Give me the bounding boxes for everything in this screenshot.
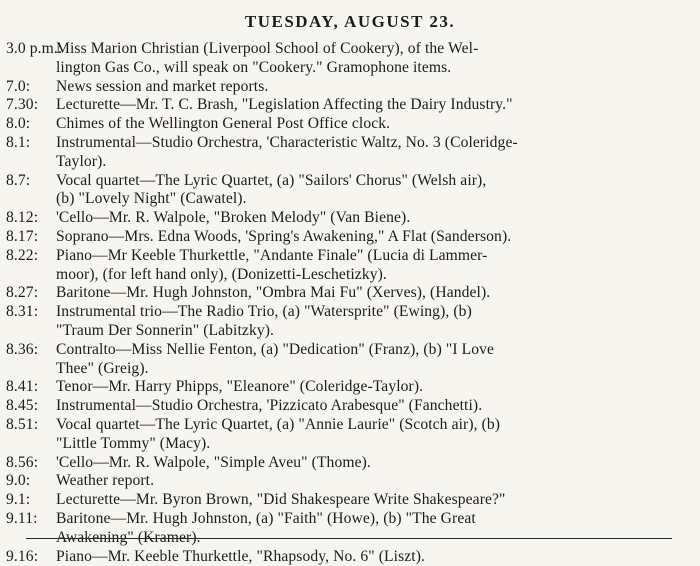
programme-entry: [0, 472, 700, 491]
programme-entry: [0, 303, 700, 341]
entry-time: 8.45:: [6, 397, 39, 415]
entry-description-line: Instrumental—Studio Orchestra, 'Characteristic Waltz, No. 3 (Coleridge-: [56, 133, 518, 151]
entry-time: 7.0:: [6, 77, 31, 95]
entry-time: 8.41:: [6, 378, 39, 396]
entry-description-line: Miss Marion Christian (Liverpool School of Cookery), of the Wel-: [56, 40, 479, 57]
programme-entry: [0, 228, 700, 247]
programme-entry: [0, 510, 700, 548]
programme-entry: [0, 548, 700, 566]
entry-description-line: Piano—Mr. Keeble Thurkettle, "Rhapsody, No. 6" (Liszt).: [56, 547, 426, 565]
entry-time: 8.1:: [6, 133, 31, 151]
entry-description-line: lington Gas Co., will speak on "Cookery." Gramophone items.: [56, 58, 452, 76]
entry-description-line: "Traum Der Sonnerin" (Labitzky).: [56, 321, 275, 339]
programme-entry: [0, 209, 700, 228]
programme-entry: [0, 40, 700, 78]
programme-entry: [0, 397, 700, 416]
entry-description-line: Baritone—Mr. Hugh Johnston, "Ombra Mai Fu" (Xerves), (Handel).: [56, 284, 491, 302]
entry-time: 8.17:: [6, 227, 39, 245]
entry-description-line: 'Cello—Mr. R. Walpole, "Broken Melody" (Van Biene).: [56, 209, 411, 227]
entry-description-line: (b) "Lovely Night" (Cawatel).: [56, 190, 247, 208]
entry-description-line: "Little Tommy" (Macy).: [56, 434, 211, 452]
programme-entry: [0, 491, 700, 510]
entry-description-line: Taylor).: [56, 152, 107, 170]
entry-description-line: Vocal quartet—The Lyric Quartet, (a) "Sailors' Chorus" (Welsh air),: [56, 171, 487, 189]
programme-entry: [0, 416, 700, 454]
entry-description-line: Vocal quartet—The Lyric Quartet, (a) "Annie Laurie" (Scotch air), (b): [56, 415, 501, 433]
programme-entry: [0, 378, 700, 397]
entry-description-line: Chimes of the Wellington General Post Office clock.: [56, 115, 391, 133]
entry-time: 9.16:: [6, 547, 39, 565]
entry-time: 7.30:: [6, 96, 39, 114]
programme-entry: [0, 96, 700, 115]
entry-description-line: 'Cello—Mr. R. Walpole, "Simple Aveu" (Thome).: [56, 453, 371, 471]
entry-time: 8.0:: [6, 115, 31, 133]
entry-time: 8.27:: [6, 284, 39, 302]
programme-list: [0, 40, 700, 566]
entry-description-line: Tenor—Mr. Harry Phipps, "Eleanore" (Coleridge-Taylor).: [56, 378, 424, 396]
programme-entry: [0, 78, 700, 97]
entry-time: 3.0 p.m.:: [6, 40, 63, 57]
entry-time: 9.1:: [6, 491, 31, 509]
entry-description-line: Instrumental—Studio Orchestra, 'Pizzicato Arabesque" (Fanchetti).: [56, 397, 483, 415]
bottom-rule: [26, 538, 672, 539]
entry-time: 8.36:: [6, 340, 39, 358]
entry-description-line: moor), (for left hand only), (Donizetti-Leschetizky).: [56, 265, 387, 283]
programme-entry: [0, 284, 700, 303]
entry-time: 8.7:: [6, 171, 31, 189]
programme-entry: [0, 454, 700, 473]
entry-time: 8.51:: [6, 415, 39, 433]
programme-entry: [0, 115, 700, 134]
programme-entry: [0, 134, 700, 172]
programme-entry: [0, 247, 700, 285]
entry-time: 8.12:: [6, 209, 39, 227]
entry-description-line: News session and market reports.: [56, 77, 269, 95]
entry-time: 8.56:: [6, 453, 39, 471]
programme-entry: [0, 172, 700, 210]
entry-time: 8.31:: [6, 303, 39, 321]
entry-description-line: Awakening" (Kramer).: [56, 528, 201, 546]
entry-description-line: Instrumental trio—The Radio Trio, (a) "Watersprite" (Ewing), (b): [56, 303, 472, 321]
entry-description-line: Thee" (Greig).: [56, 359, 149, 377]
entry-description-line: Soprano—Mrs. Edna Woods, 'Spring's Awakening," A Flat (Sanderson).: [56, 227, 512, 245]
entry-description-line: Weather report.: [56, 472, 155, 490]
entry-description-line: Baritone—Mr. Hugh Johnston, (a) "Faith" (Howe), (b) "The Great: [56, 509, 476, 527]
entry-description-line: Lecturette—Mr. T. C. Brash, "Legislation Affecting the Dairy Industry.": [56, 96, 513, 114]
entry-description-line: Lecturette—Mr. Byron Brown, "Did Shakespeare Write Shakespeare?": [56, 491, 506, 509]
day-heading: TUESDAY, AUGUST 23.: [244, 12, 456, 31]
entry-time: 9.11:: [6, 509, 38, 527]
entry-time: 9.0:: [6, 472, 31, 490]
entry-description-line: Contralto—Miss Nellie Fenton, (a) "Dedication" (Franz), (b) "I Love: [56, 340, 495, 358]
programme-entry: [0, 341, 700, 379]
entry-description-line: Piano—Mr Keeble Thurkettle, "Andante Finale" (Lucia di Lammer-: [56, 246, 488, 264]
entry-time: 8.22:: [6, 246, 39, 264]
